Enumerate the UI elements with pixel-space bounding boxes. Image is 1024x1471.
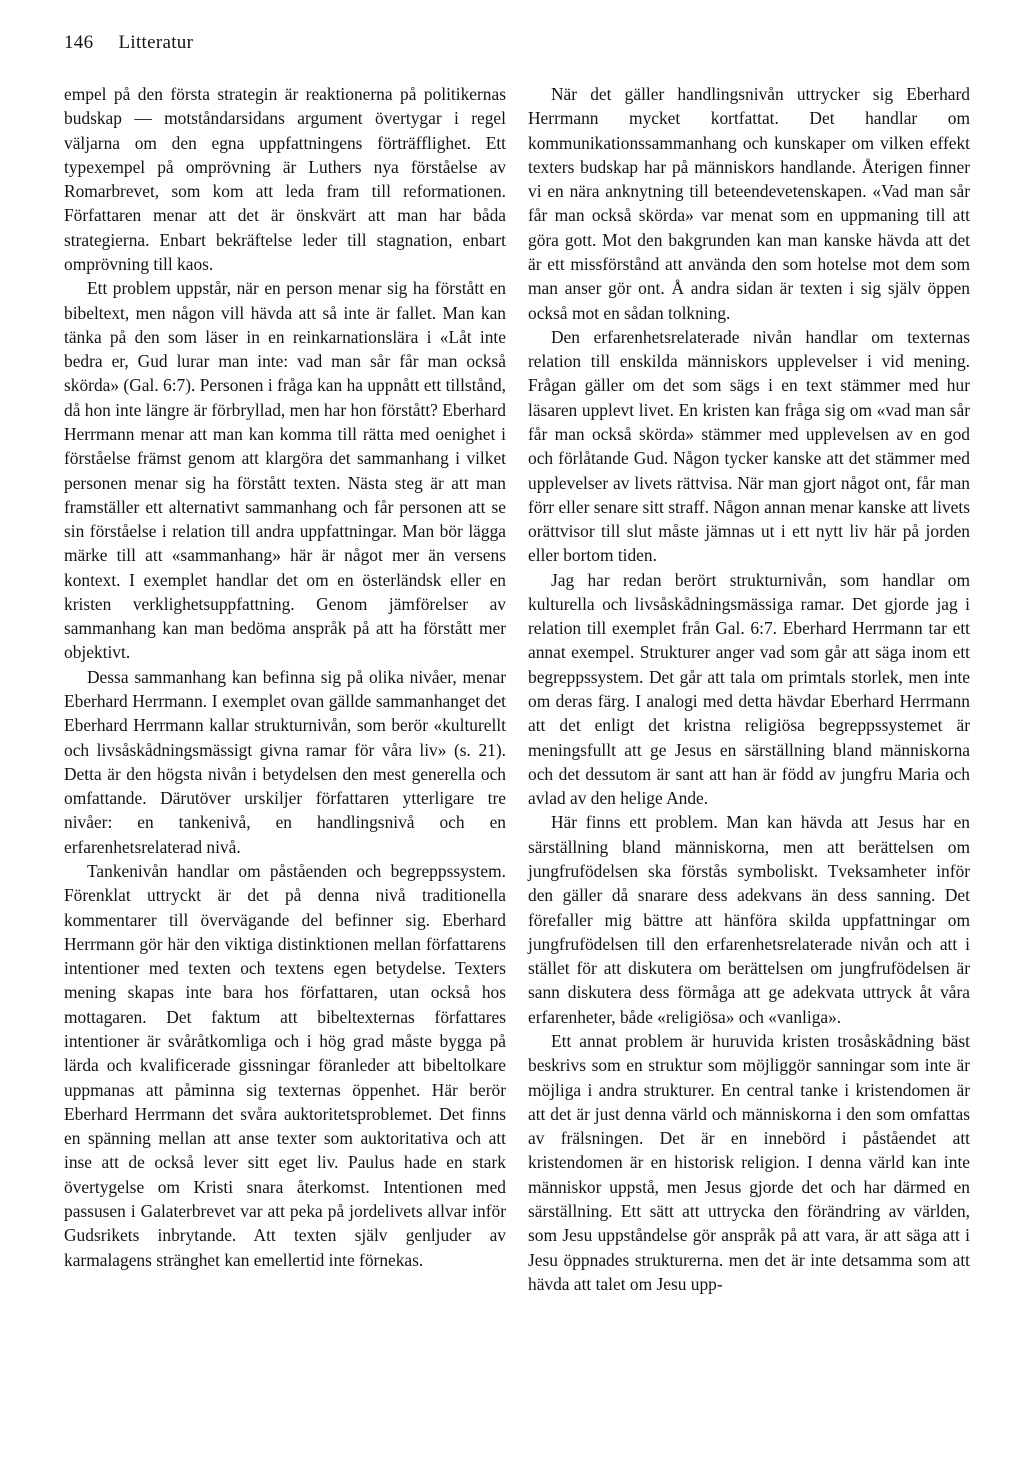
section-title: Litteratur [118,32,194,53]
left-column [64,82,506,1272]
paragraph: Den erfarenhetsrelaterade nivån handlar om texternas relation till enskilda människors upplevelser i vid mening. Frågan gäller om det som sägs i en text stämmer med hur läsaren upplevt livet. En kristen kan fråga sig om «vad man sår får man också skörda» stämmer med upplevelsen av en god och förlåtande Gud. Någon tycker kanske att det stämmer med upplevelser av livets rättvisa. När man gjort något ont, får man förr eller senare sitt straff. Någon annan menar kanske att livets orättvisor till slut måste jämnas ut i ett nytt liv här på jorden eller bortom tiden. [528,326,970,566]
paragraph: Ett problem uppstår, när en person menar sig ha förstått en bibeltext, men någon vill hävda att så inte är fallet. Man kan tänka på den som läser in en reinkarnationslära i «Låt inte bedra er, Gud lurar man inte: vad man sår får man också skörda» (Gal. 6:7). Personen i fråga kan ha uppnått ett tillstånd, då hon inte längre är förbryllad, men har hon förstått? Eberhard Herrmann menar att man kan komma till rätta med oenighet i förståelse främst genom att klargöra det sammanhang i vilket personen menar sig ha förstått texten. Nästa steg är att man framställer ett alternativt sammanhang och får personen att se sin förståelse i relation till andra uppfattningar. Man bör lägga märke till att «sammanhang» här är något mer än versens kontext. I exemplet handlar det om en österländsk eller en kristen verklighetsuppfattning. Genom jämförelser av sammanhang kan man bedöma anspråk på att ha förstått mer objektivt. [64,278,506,663]
paragraph: Här finns ett problem. Man kan hävda att Jesus har en särställning bland människorna, men att berättelsen om jungfrufödelsen ska förstås symboliskt. Tveksamheter inför den gäller då snarare dess adekvans än dess sanning. Det förefaller mig bättre att hänföra skilda uppfattningar om jungfrufödelsen till den erfarenhetsrelaterade nivån och att i stället för att diskutera om berättelsen om jungfrufödelsen är sann diskutera dess förmåga att ge adekvata uttryck åt våra erfarenheter, både «religiösa» och «vanliga». [528,812,970,1027]
running-header [64,32,193,54]
paragraph: När det gäller handlingsnivån uttrycker sig Eberhard Herrmann mycket kortfattat. Det handlar om kommunikationssammanhang och kunskaper om vilken effekt texters budskap har på människors handlande. Återigen finner vi en nära anknytning till beteendevetenskapen. «Vad man sår får man också skörda» var menat som en uppmaning till att göra gott. Mot den bakgrunden kan man kanske hävda att det är ett missförstånd att använda den som hotelse mot dem som man anser gör ont. Å andra sidan är texten i sig själv öppen också mot en sådan tolkning. [528,84,970,323]
paragraph: empel på den första strategin är reaktionerna på politikernas budskap — motståndarsidans argument övertygar i regel väljarna om den egna uppfattningens förträfflighet. Ett typexempel på omprövning är Luthers nya förståelse av Romarbrevet, som kom att leda fram till reformationen. Författaren menar att det är önskvärt att man har båda strategierna. Enbart bekräftelse leder till stagnation, enbart omprövning till kaos. [64,84,506,274]
paragraph: Dessa sammanhang kan befinna sig på olika nivåer, menar Eberhard Herrmann. I exemplet ovan gällde sammanhanget det Eberhard Herrmann kallar strukturnivån, som berör «kulturellt och livsåskådningsmässigt givna ramar för våra liv» (s. 21). Detta är den högsta nivån i betydelsen den mest generella och omfattande. Därutöver urskiljer författaren ytterligare tre nivåer: en tankenivå, en handlingsnivå och en erfarenhetsrelaterad nivå. [64,666,506,857]
paragraph: Tankenivån handlar om påståenden och begreppssystem. Förenklat uttryckt är det på denna nivå traditionella kommentarer till övervägande del befinner sig. Eberhard Herrmann gör här den viktiga distinktionen mellan författarens intentioner med texten och textens egen betydelse. Texters mening skapas inte bara hos författaren, utan också hos mottagaren. Det faktum att bibeltexternas författares intentioner är svåråtkomliga och i hög grad måste bygga på lärda och kvalificerade gissningar föranleder att bibeltolkare uppmanas att påminna sig texternas öppenhet. Här berör Eberhard Herrmann det svåra auktoritetsproblemet. Det finns en spänning mellan att anse texter som auktoritativa och att inse att de också lever sitt eget liv. Paulus hade en stark övertygelse om Kristi snara återkomst. Intentionen med passusen i Galaterbrevet var att peka på jordelivets allvar inför Gudsrikets inbrytande. Att texten själv genljuder av karmalagens stränghet kan emellertid inte förnekas. [64,861,506,1270]
paragraph: Ett annat problem är huruvida kristen trosåskådning bäst beskrivs som en struktur som möjliggör sanningar som inte är möjliga i andra strukturer. En central tanke i kristendomen är att det är just denna värld och människorna i den som omfattas av frälsningen. Det är en innebörd i påståendet att kristendomen är en historisk religion. I denna värld kan inte människor uppstå, men Jesus gjorde det och har därmed en särställning. Ett sätt att uttrycka den förändring av världen, som Jesu uppståndelse gör anspråk på att vara, är att säga att i Jesu öppnades strukturerna. men det är inte detsamma som att hävda att talet om Jesu upp- [528,1030,970,1294]
paragraph: Jag har redan berört strukturnivån, som handlar om kulturella och livsåskådningsmässiga ramar. Det gjorde jag i relation till exemplet från Gal. 6:7. Eberhard Herrmann tar ett annat exempel. Strukturer anger vad som går att säga inom ett begreppssystem. Det går att tala om primtals storlek, men inte om deras färg. I analogi med detta hävdar Eberhard Herrmann att det enligt det kristna religiösa begreppssystemet är meningsfullt att ge Jesus en särställning bland människorna och det dessutom är sant att han är född av jungfru Maria och avlad av den helige Ande. [528,569,970,809]
right-column [528,82,970,1296]
page-number: 146 [64,32,94,53]
